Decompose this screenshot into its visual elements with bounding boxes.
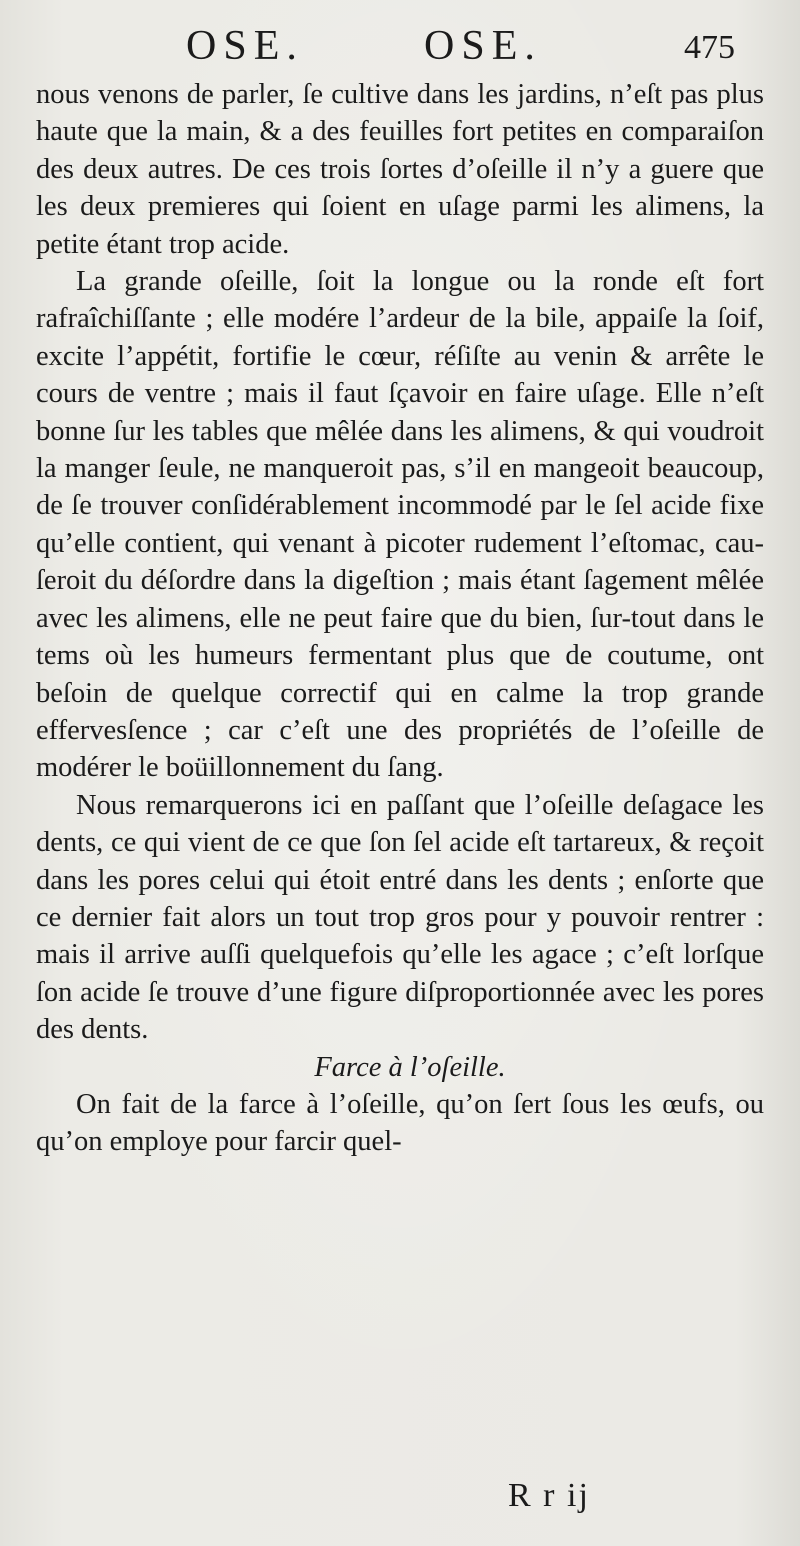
body-text [36,76,764,1161]
signature-mark: R r ij [508,1477,590,1514]
running-head-right: OSE. [424,23,542,69]
paragraph-farce: On fait de la farce à l’oſeille, qu’on ſert ſous les œufs, ou qu’on employe pour farcir quel- [36,1088,764,1158]
section-heading: Farce à l’oſeille. [314,1051,506,1083]
page-number: 475 [684,29,735,66]
paragraph-dents: Nous remarquerons ici en paſſant que l’oſeille deſagace les dents, ce qui vient de ce que ſon ſel acide eſt tartareux, & reçoit dans les pores celui qui étoit entré dans les dents ; enſorte que ce dernier fait alors un tout trop gros pour y pouvoir rentrer : mais il arrive auſſi quelquefois qu’elle les agace ; c’eſt lorſque ſon acide ſe trouve d’une figure diſproportionnée avec les pores des dents. [36,789,764,1046]
paragraph-continued: nous venons de parler, ſe cultive dans les jardins, n’eſt pas plus haute que la main, & a des feuilles fort petites en comparaiſon des deux autres. De ces trois ſortes d’oſeille il n’y a guere que les deux premieres qui ſoient en uſage parmi les alimens, la petite étant trop acide. [36,79,764,260]
running-head [0,22,800,74]
paragraph-grande-oseille: La grande oſeille, ſoit la longue ou la ronde eſt fort rafraîchiſſante ; elle modére l’ardeur de la bile, appaiſe la ſoif, excite l’appétit, fortifie le cœur, réſiſte au venin & arrête le cours de ventre ; mais il faut ſçavoir en faire uſage. Elle n’eſt bonne ſur les tables que mêlée dans les alimens, & qui voudroit la manger ſeule, ne manqueroit pas, s’il en mangeoit beaucoup, de ſe trouver conſidérablement incommodé par le ſel acide fixe qu’elle contient, qui venant à picoter rudement l’eſtomac, cauſeroit du déſordre dans la digeſtion ; mais étant ſagement mêlée avec les alimens, elle ne peut faire que du bien, ſur-tout dans le tems où les humeurs fermentant plus que de coutume, ont beſoin de quelque correctif qui en calme la trop grande effervesſence ; car c’eſt une des propriétés de l’oſeille de modérer le boüillonnement du ſang. [36,266,764,784]
running-head-left: OSE. [186,23,304,69]
